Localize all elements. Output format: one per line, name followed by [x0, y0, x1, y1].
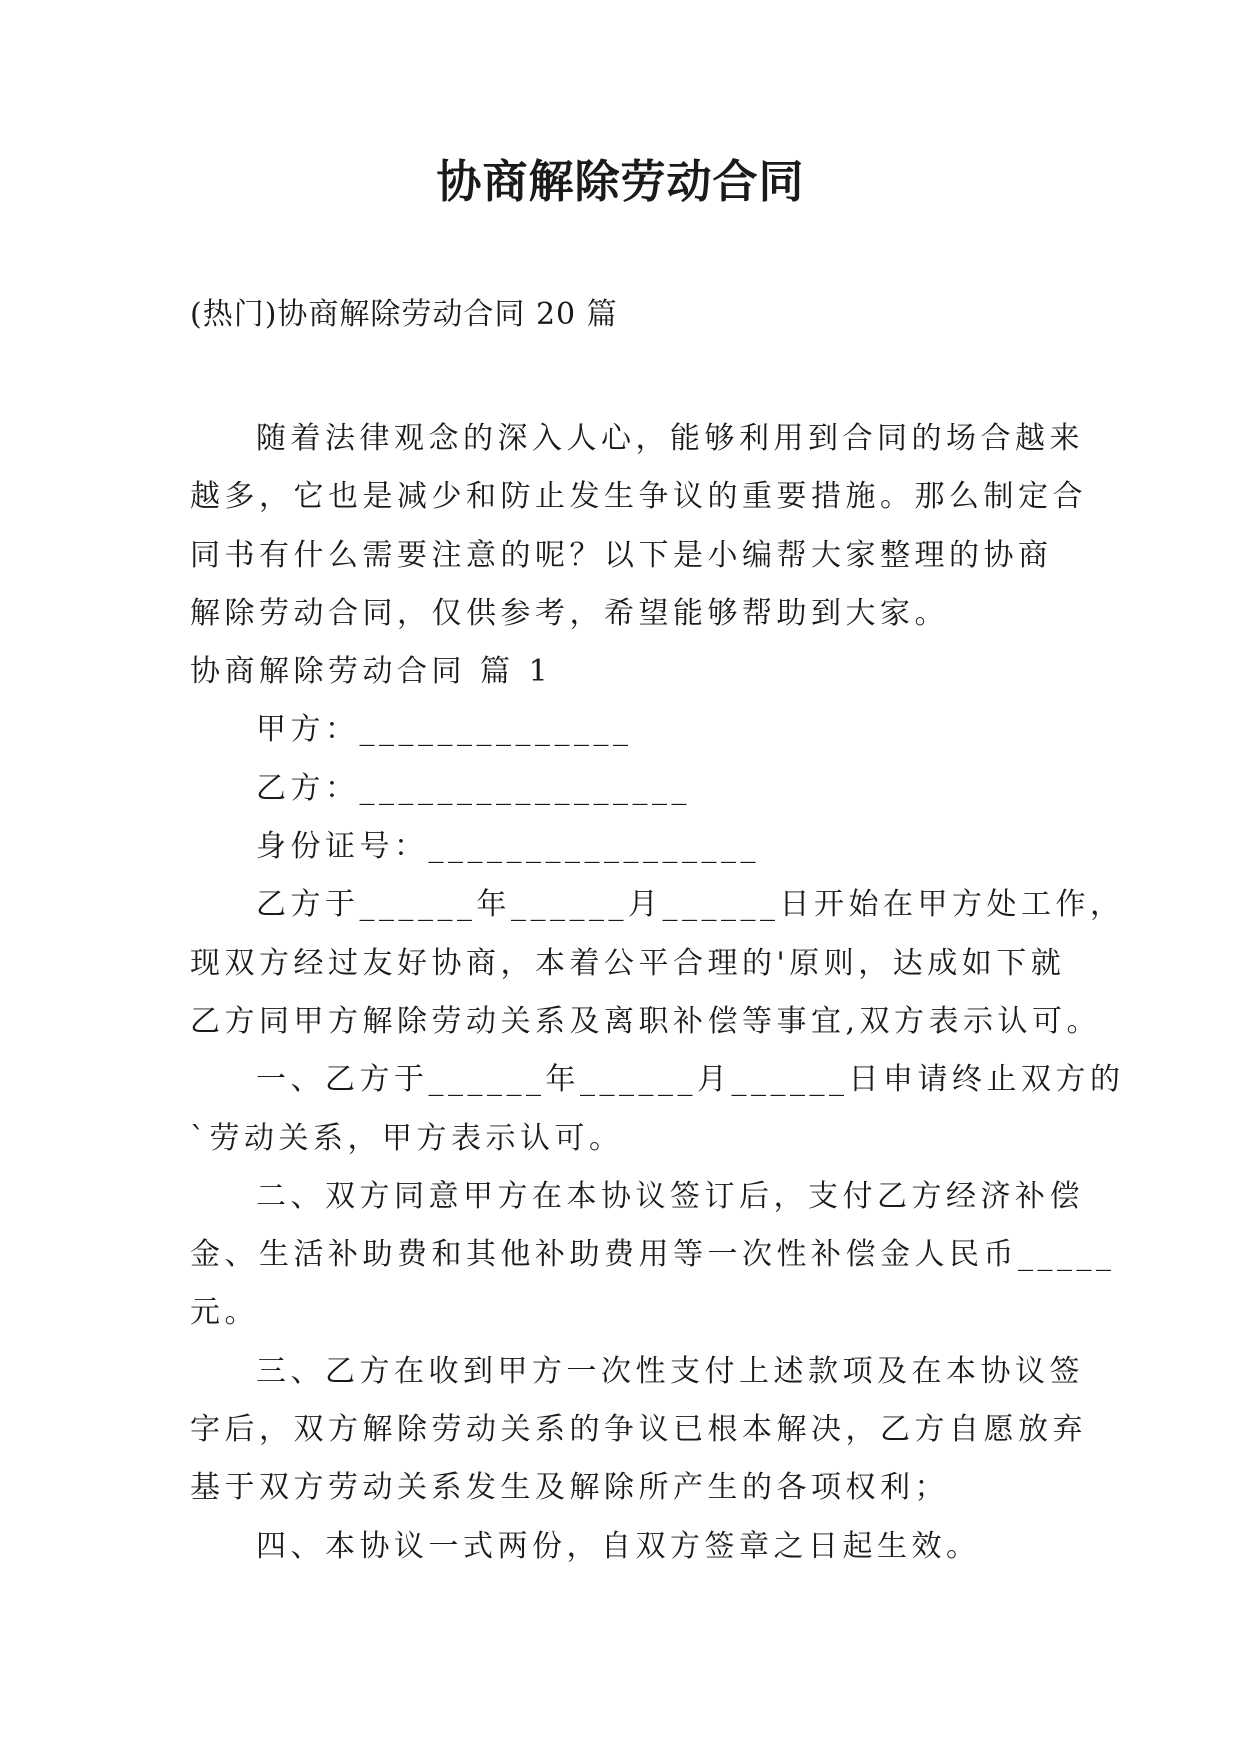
body-line: 字后，双方解除劳动关系的争议已根本解决，乙方自愿放弃: [190, 1412, 1087, 1448]
body-line: 同书有什么需要注意的呢？以下是小编帮大家整理的协商: [190, 537, 1053, 573]
body-line: 金、生活补助费和其他补助费用等一次性补偿金人民币_____: [190, 1237, 1116, 1273]
body-line: 随着法律观念的深入人心，能够利用到合同的场合越来: [256, 421, 1084, 456]
body-line: 解除劳动合同，仅供参考，希望能够帮助到大家。: [190, 595, 949, 631]
clause-1: 一、乙方于______年______月______日申请终止双方的: [256, 1062, 1125, 1098]
section-heading: 协商解除劳动合同 篇 1: [190, 654, 553, 690]
body-line: 乙方同甲方解除劳动关系及离职补偿等事宜,双方表示认可。: [190, 1003, 1102, 1039]
document-subtitle: (热门)协商解除劳动合同 20 篇: [190, 297, 618, 332]
party-b-field: 乙方：_________________: [256, 770, 691, 806]
body-line: 基于双方劳动关系发生及解除所产生的各项权利；: [190, 1470, 949, 1506]
clause-3: 三、乙方在收到甲方一次性支付上述款项及在本协议签: [256, 1353, 1084, 1389]
body-line: 现双方经过友好协商，本着公平合理的'原则，达成如下就: [190, 945, 1066, 981]
clause-4: 四、本协议一式两份，自双方签章之日起生效。: [256, 1528, 981, 1564]
party-a-field: 甲方：______________: [256, 712, 633, 748]
document-body: [190, 410, 1125, 1576]
body-line: `劳动关系，甲方表示认可。: [190, 1120, 624, 1156]
body-line: 元。: [190, 1295, 259, 1331]
document-title: 协商解除劳动合同: [436, 155, 805, 208]
clause-2: 二、双方同意甲方在本协议签订后，支付乙方经济补偿: [256, 1178, 1084, 1214]
body-line: 越多，它也是减少和防止发生争议的重要措施。那么制定合: [190, 479, 1087, 515]
id-number-field: 身份证号：_________________: [256, 829, 760, 865]
body-line: 乙方于______年______月______日开始在甲方处工作，: [256, 887, 1125, 923]
